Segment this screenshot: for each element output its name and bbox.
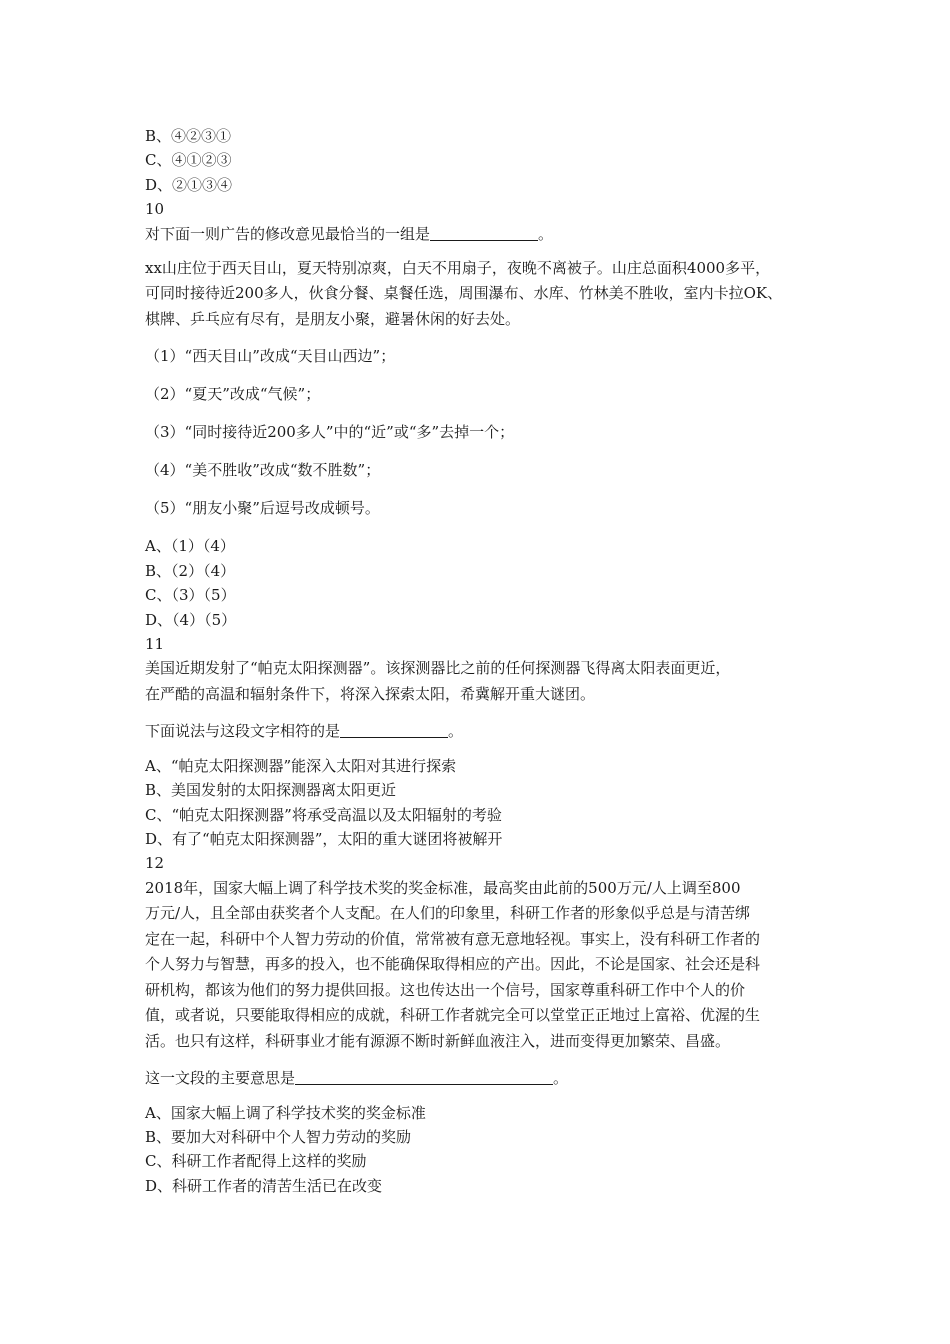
passage-line: 研机构，都该为他们的努力提供回报。这也传达出一个信号，国家尊重科研工作中个人的价 bbox=[145, 980, 746, 999]
revision-item: （3）“同时接待近200多人”中的“近”或“多”去掉一个； bbox=[145, 423, 515, 442]
stem-end: 。 bbox=[538, 224, 554, 243]
question-10-options bbox=[145, 534, 815, 632]
question-10 bbox=[145, 197, 815, 632]
passage-line: 美国近期发射了“帕克太阳探测器”。该探测器比之前的任何探测器飞得离太阳表面更近， bbox=[145, 659, 731, 678]
question-11-options bbox=[145, 754, 815, 852]
passage-line: 定在一起，科研中个人智力劳动的价值，常常被有意无意地轻视。事实上，没有科研工作者的 bbox=[145, 929, 761, 948]
passage-line: 万元/人，且全部由获奖者个人支配。在人们的印象里，科研工作者的形象似乎总是与清苦绑 bbox=[145, 904, 751, 923]
passage-line: 活。也只有这样，科研事业才能有源源不断时新鲜血液注入，进而变得更加繁荣、昌盛。 bbox=[145, 1031, 731, 1050]
passage-line: xx山庄位于西天目山，夏天特别凉爽，白天不用扇子，夜晚不离被子。山庄总面积4000多平， bbox=[145, 258, 771, 277]
question-stem bbox=[145, 222, 815, 246]
passage-line: 在严酷的高温和辐射条件下，将深入探索太阳，希冀解开重大谜团。 bbox=[145, 684, 596, 703]
option-a: A、国家大幅上调了科学技术奖的奖金标准 bbox=[145, 1103, 426, 1122]
question-list bbox=[145, 124, 815, 1198]
option-c: C、④①②③ bbox=[145, 151, 232, 170]
revision-item: （1）“西天目山”改成“天目山西边”； bbox=[145, 347, 396, 366]
revision-items bbox=[145, 344, 815, 520]
revision-item: （5）“朋友小聚”后逗号改成顿号。 bbox=[145, 499, 380, 518]
question-number: 12 bbox=[145, 854, 165, 873]
question-number: 10 bbox=[145, 200, 165, 219]
question-11 bbox=[145, 632, 815, 851]
option-d: D、（4）（5） bbox=[145, 610, 237, 629]
option-d: D、有了“帕克太阳探测器”，太阳的重大谜团将被解开 bbox=[145, 829, 503, 848]
option-b: B、（2）（4） bbox=[145, 561, 236, 580]
ad-passage bbox=[145, 256, 815, 333]
stem-text: 对下面一则广告的修改意见最恰当的一组是 bbox=[145, 224, 431, 243]
option-c: C、科研工作者配得上这样的奖励 bbox=[145, 1152, 367, 1171]
answer-blank bbox=[430, 225, 538, 241]
revision-item: （4）“美不胜收”改成“数不胜数”； bbox=[145, 461, 381, 480]
option-a: A、“帕克太阳探测器”能深入太阳对其进行探索 bbox=[145, 756, 457, 775]
answer-blank bbox=[340, 722, 448, 738]
stem-end: 。 bbox=[448, 722, 464, 741]
option-c: C、“帕克太阳探测器”将承受高温以及太阳辐射的考验 bbox=[145, 805, 502, 824]
option-a: A、（1）（4） bbox=[145, 537, 235, 556]
question-12-options bbox=[145, 1101, 815, 1199]
stem-text: 下面说法与这段文字相符的是 bbox=[145, 722, 341, 741]
award-passage bbox=[145, 876, 815, 1055]
passage-line: 2018年，国家大幅上调了科学技术奖的奖金标准，最高奖由此前的500万元/人上调至800 bbox=[145, 878, 741, 897]
option-b: B、要加大对科研中个人智力劳动的奖励 bbox=[145, 1128, 412, 1147]
passage-line: 个人努力与智慧，再多的投入，也不能确保取得相应的产出。因此，不论是国家、社会还是科 bbox=[145, 955, 761, 974]
option-d: D、②①③④ bbox=[145, 175, 233, 194]
answer-blank bbox=[295, 1069, 553, 1085]
passage-line: 棋牌、乒乓应有尽有，是朋友小聚，避暑休闲的好去处。 bbox=[145, 309, 521, 328]
probe-passage bbox=[145, 656, 815, 707]
stem-text: 这一文段的主要意思是 bbox=[145, 1069, 296, 1088]
question-stem bbox=[145, 1066, 815, 1090]
option-d: D、科研工作者的清苦生活已在改变 bbox=[145, 1176, 383, 1195]
revision-item: （2）“夏天”改成“气候”； bbox=[145, 385, 321, 404]
question-12 bbox=[145, 851, 815, 1198]
option-b: B、美国发射的太阳探测器离太阳更近 bbox=[145, 781, 397, 800]
option-b: B、④②③① bbox=[145, 127, 232, 145]
option-c: C、（3）（5） bbox=[145, 586, 236, 605]
passage-line: 值，或者说，只要能取得相应的成就，科研工作者就完全可以堂堂正正地过上富裕、优渥的生 bbox=[145, 1006, 761, 1025]
question-stem bbox=[145, 719, 815, 743]
question-number: 11 bbox=[145, 635, 165, 654]
stem-end: 。 bbox=[553, 1069, 569, 1088]
question-9-options bbox=[145, 124, 815, 197]
passage-line: 可同时接待近200多人，伙食分餐、桌餐任选，周围瀑布、水库、竹林美不胜收，室内卡拉OK、 bbox=[145, 284, 783, 303]
